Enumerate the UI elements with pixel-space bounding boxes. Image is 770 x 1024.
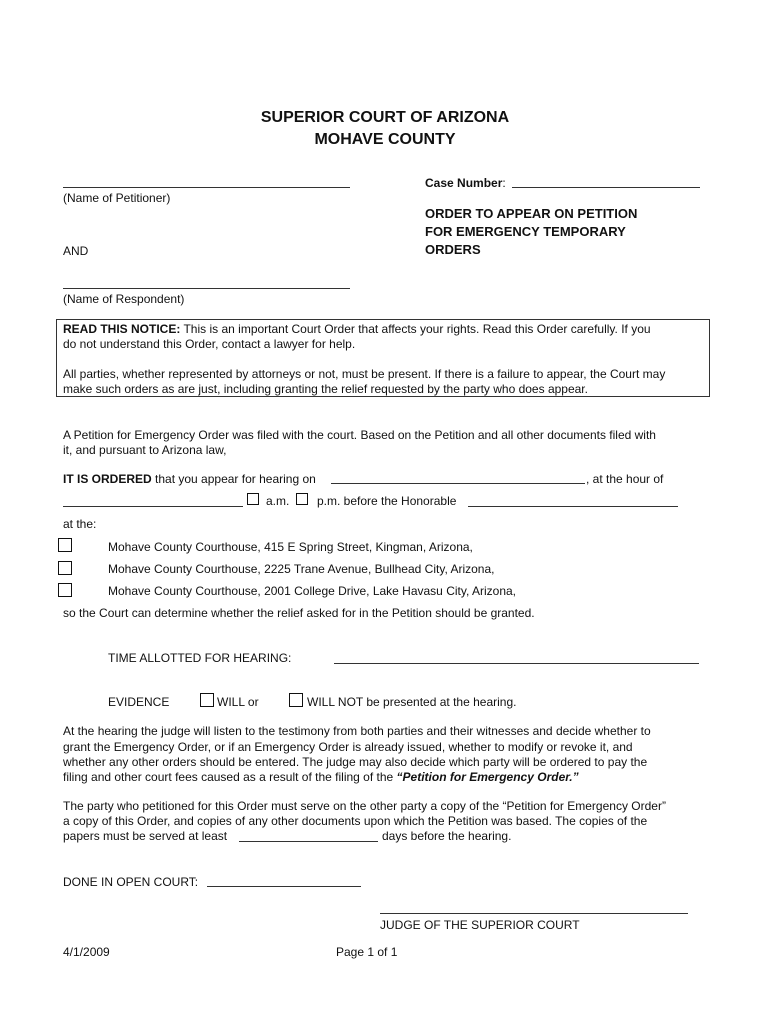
hearing-time-line[interactable] — [63, 506, 243, 507]
respondent-label: (Name of Respondent) — [63, 292, 185, 306]
time-allotted-line[interactable] — [334, 663, 699, 664]
kingman-checkbox[interactable] — [58, 538, 72, 552]
will-label: WILL or — [217, 695, 259, 709]
petition-line-1: A Petition for Emergency Order was filed with the court. Based on the Petition and all other documents filed with — [63, 428, 656, 442]
serve-line-1: The party who petitioned for this Order must serve on the other party a copy of the “Petition for Emergency Order” — [63, 799, 666, 813]
bullhead-checkbox[interactable] — [58, 561, 72, 575]
order-title-line-1: ORDER TO APPEAR ON PETITION — [425, 206, 638, 221]
location-havasu: Mohave County Courthouse, 2001 College Drive, Lake Havasu City, Arizona, — [108, 584, 516, 598]
case-number-line[interactable] — [512, 187, 700, 188]
order-title-line-3: ORDERS — [425, 242, 481, 257]
days-line[interactable] — [239, 841, 378, 842]
will-checkbox[interactable] — [200, 693, 214, 707]
respondent-name-line[interactable] — [63, 288, 350, 289]
notice-line-1: READ THIS NOTICE: This is an important Court Order that affects your rights. Read this Order carefully. If you — [63, 322, 651, 336]
location-kingman: Mohave County Courthouse, 415 E Spring Street, Kingman, Arizona, — [108, 540, 473, 554]
notice-line-2: do not understand this Order, contact a lawyer for help. — [63, 337, 356, 351]
hour-label: , at the hour of — [586, 472, 664, 486]
petitioner-name-line[interactable] — [63, 187, 350, 188]
done-label: DONE IN OPEN COURT: — [63, 875, 199, 889]
page-number: Page 1 of 1 — [336, 945, 398, 959]
serve-line-3-end: days before the hearing. — [382, 829, 512, 843]
order-title-line-2: FOR EMERGENCY TEMPORARY — [425, 224, 626, 239]
done-date-line[interactable] — [207, 886, 361, 887]
notice-line-4: make such orders as are just, including granting the relief requested by the party who does appear. — [63, 382, 588, 396]
petitioner-label: (Name of Petitioner) — [63, 191, 171, 205]
pm-checkbox[interactable] — [296, 493, 308, 505]
am-checkbox[interactable] — [247, 493, 259, 505]
hearing-line-4: filing and other court fees caused as a result of the filing of the “Petition for Emergency Order.” — [63, 770, 579, 784]
hearing-date-line[interactable] — [331, 483, 585, 484]
petition-line-2: it, and pursuant to Arizona law, — [63, 443, 227, 457]
will-not-checkbox[interactable] — [289, 693, 303, 707]
judge-name-line[interactable] — [468, 506, 678, 507]
at-the-label: at the: — [63, 517, 97, 531]
hearing-line-2: grant the Emergency Order, or if an Emergency Order is already issued, whether to modify or revoke it, and — [63, 740, 633, 754]
location-bullhead: Mohave County Courthouse, 2225 Trane Avenue, Bullhead City, Arizona, — [108, 562, 495, 576]
will-not-label: WILL NOT be presented at the hearing. — [307, 695, 517, 709]
determine-line: so the Court can determine whether the relief asked for in the Petition should be granted. — [63, 606, 535, 620]
pm-label: p.m. before the Honorable — [317, 494, 457, 508]
and-label: AND — [63, 244, 89, 258]
time-allotted-label: TIME ALLOTTED FOR HEARING: — [108, 651, 292, 665]
hearing-line-1: At the hearing the judge will listen to the testimony from both parties and their witnesses and decide whether to — [63, 724, 651, 738]
county-name: MOHAVE COUNTY — [314, 131, 456, 148]
serve-line-2: a copy of this Order, and copies of any other documents upon which the Petition was based. The copies of the — [63, 814, 648, 828]
judge-label: JUDGE OF THE SUPERIOR COURT — [380, 918, 580, 932]
hearing-line-3: whether any other orders should be entered. The judge may also decide which party will be ordered to pay the — [63, 755, 648, 769]
ordered-line: IT IS ORDERED that you appear for hearing on — [63, 472, 316, 486]
serve-line-3-start: papers must be served at least — [63, 829, 228, 843]
notice-line-3: All parties, whether represented by attorneys or not, must be present. If there is a failure to appear, the Court may — [63, 367, 666, 381]
case-number-label: Case Number: — [425, 176, 506, 190]
am-label: a.m. — [266, 494, 290, 508]
judge-signature-line[interactable] — [380, 913, 688, 914]
form-date: 4/1/2009 — [63, 945, 110, 959]
evidence-label: EVIDENCE — [108, 695, 170, 709]
court-name: SUPERIOR COURT OF ARIZONA — [260, 109, 510, 126]
havasu-checkbox[interactable] — [58, 583, 72, 597]
